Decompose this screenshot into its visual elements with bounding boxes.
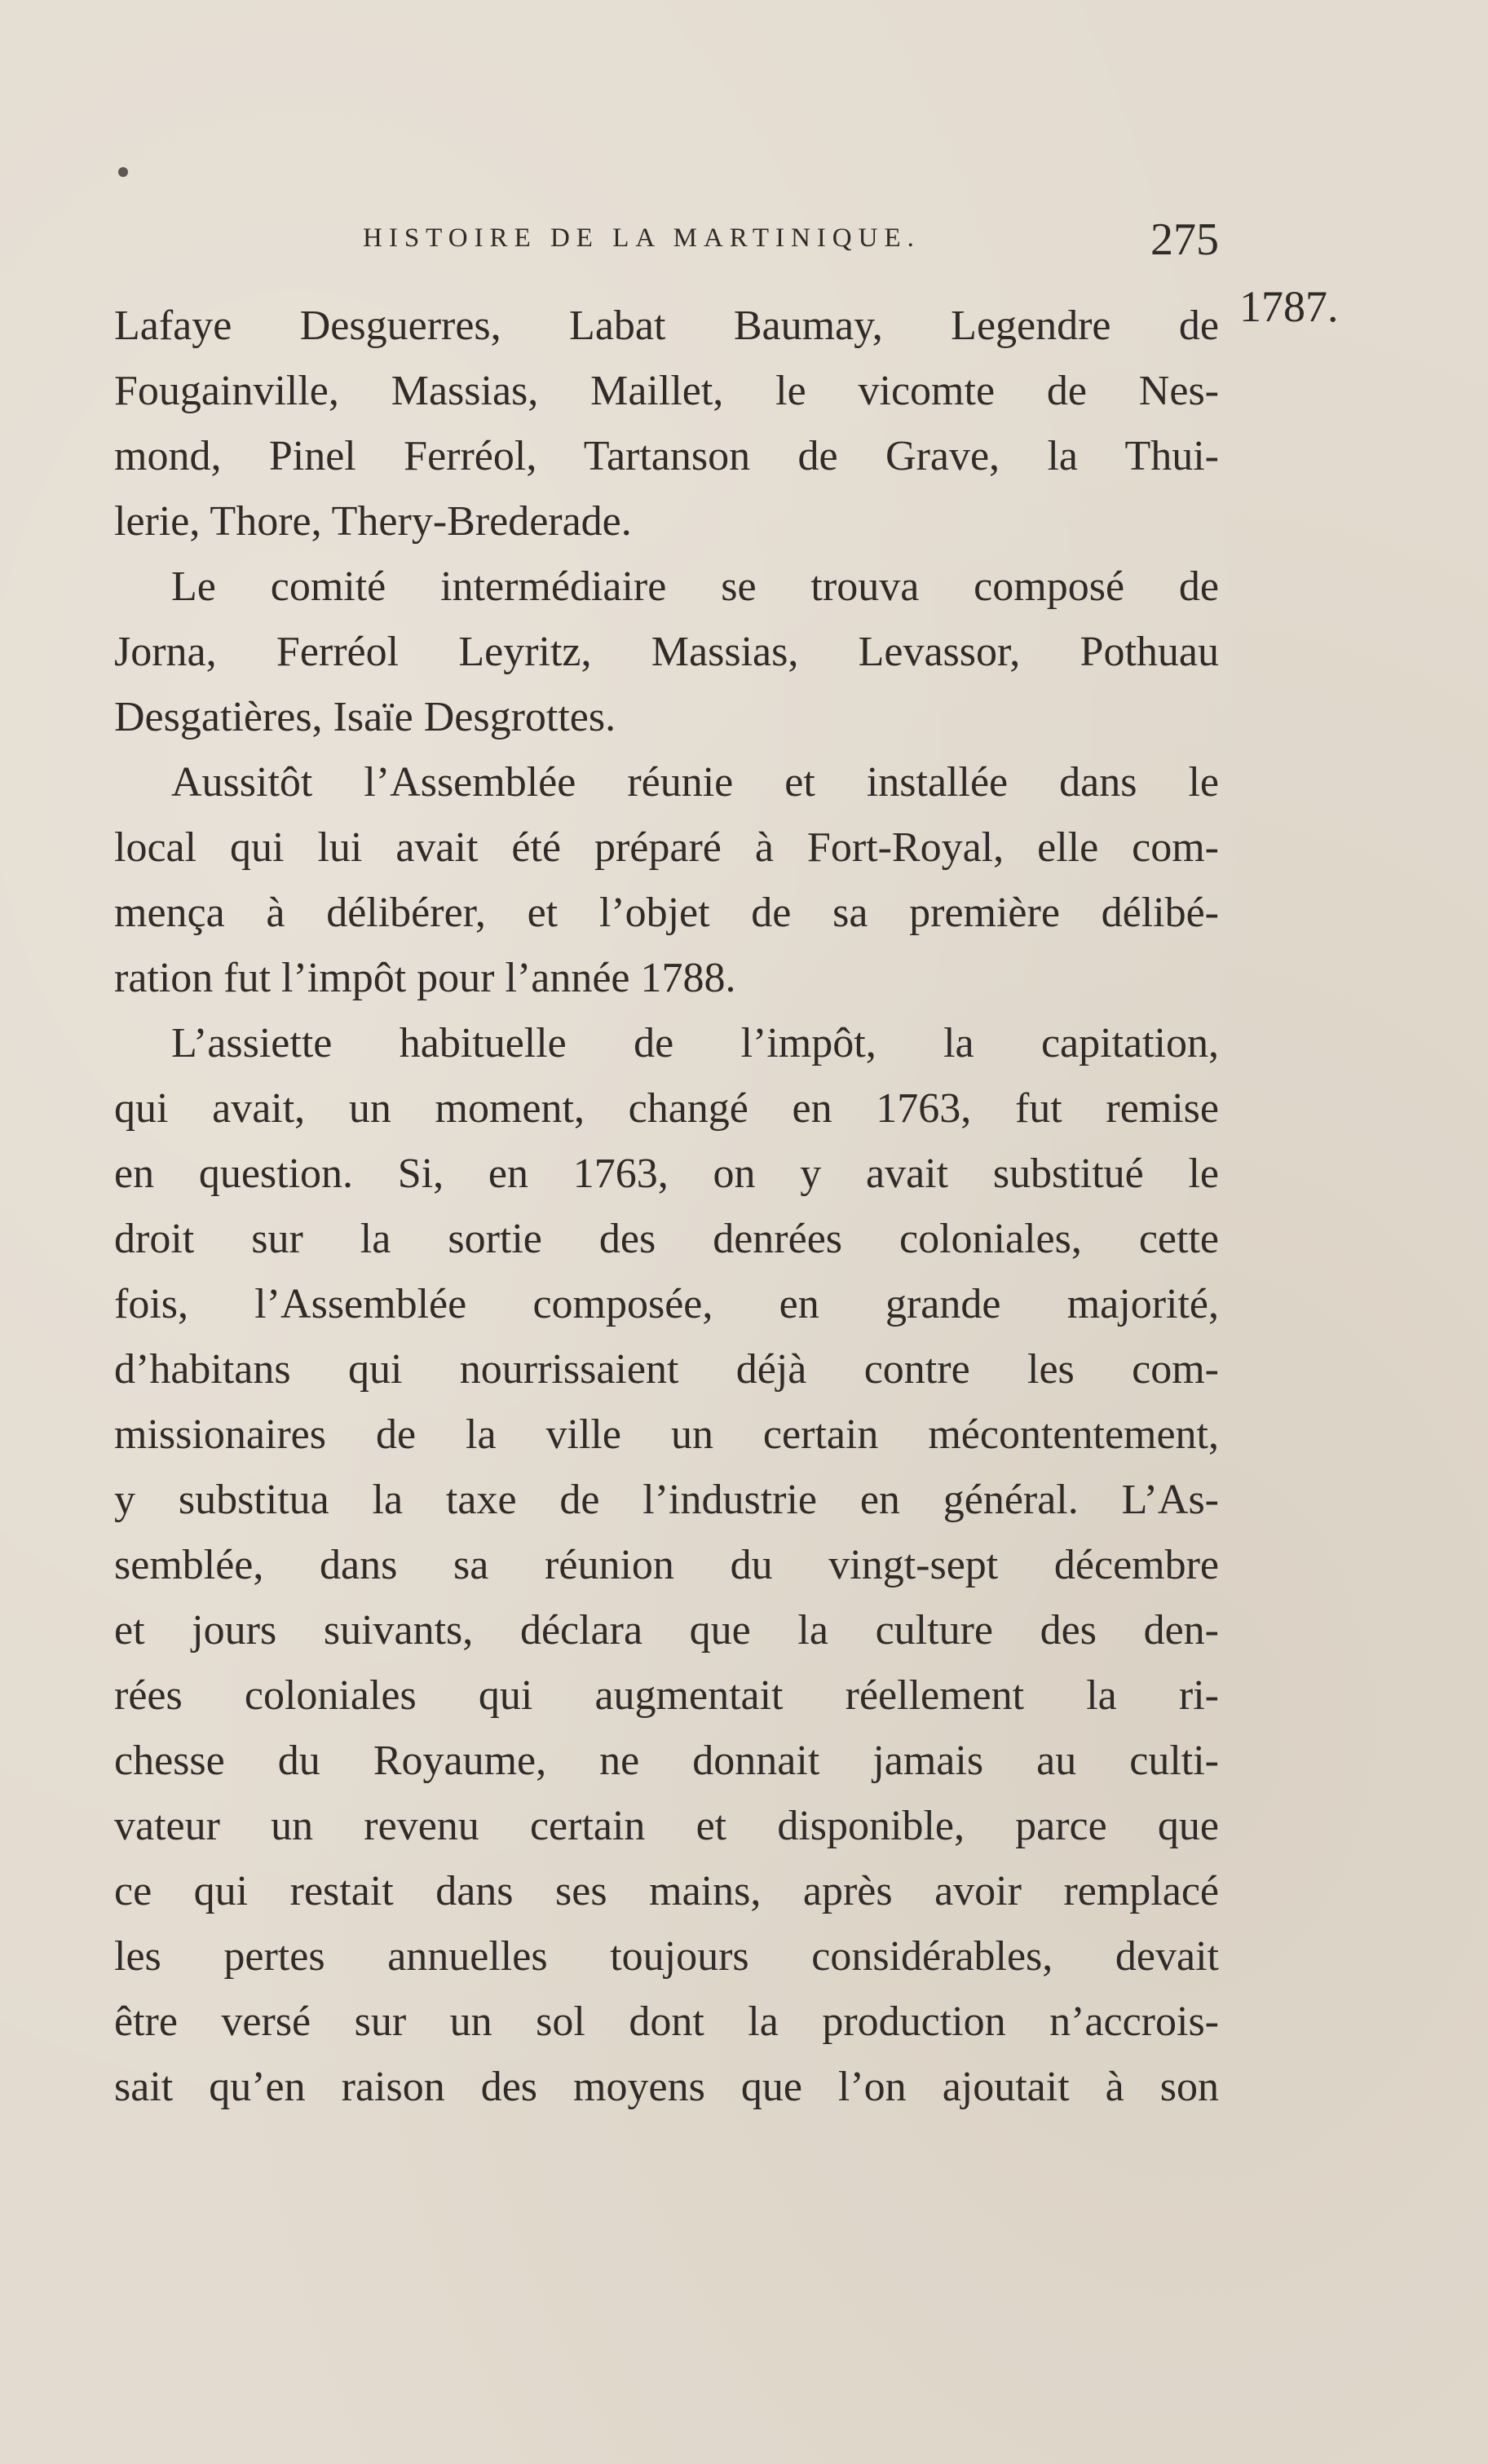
text-line: et jours suivants, déclara que la culture des den- xyxy=(114,1607,1219,1654)
text-line: L’assiette habituelle de l’impôt, la capitation, xyxy=(171,1020,1219,1066)
text-line: Le comité intermédiaire se trouva composé de xyxy=(171,563,1219,610)
ink-spot xyxy=(118,167,128,177)
text-line: mond, Pinel Ferréol, Tartanson de Grave, la Thui- xyxy=(114,433,1219,479)
text-line: vateur un revenu certain et disponible, parce que xyxy=(114,1803,1219,1849)
text-line: droit sur la sortie des denrées coloniales, cette xyxy=(114,1216,1219,1262)
text-line: ce qui restait dans ses mains, après avoir remplacé xyxy=(114,1868,1219,1914)
body-text xyxy=(114,294,1219,2120)
text-line: semblée, dans sa réunion du vingt-sept décembre xyxy=(114,1542,1219,1588)
text-line: sait qu’en raison des moyens que l’on ajoutait à son xyxy=(114,2064,1219,2110)
text-line: Lafaye Desguerres, Labat Baumay, Legendre de xyxy=(114,302,1219,349)
text-line: Desgatières, Isaïe Desgrottes. xyxy=(114,694,616,740)
text-line: en question. Si, en 1763, on y avait substitué le xyxy=(114,1150,1219,1197)
text-line: mença à délibérer, et l’objet de sa première délibé- xyxy=(114,890,1219,936)
text-line: Aussitôt l’Assemblée réunie et installée dans le xyxy=(171,759,1219,806)
text-line: local qui lui avait été préparé à Fort-Royal, elle com- xyxy=(114,824,1219,871)
text-line: chesse du Royaume, ne donnait jamais au culti- xyxy=(114,1738,1219,1784)
text-line: missionaires de la ville un certain mécontentement, xyxy=(114,1411,1219,1458)
text-line: qui avait, un moment, changé en 1763, fut remise xyxy=(114,1085,1219,1132)
text-line: ration fut l’impôt pour l’année 1788. xyxy=(114,955,736,1001)
text-line: y substitua la taxe de l’industrie en général. L’As- xyxy=(114,1477,1219,1523)
text-line: fois, l’Assemblée composée, en grande majorité, xyxy=(114,1281,1219,1327)
text-line: rées coloniales qui augmentait réellement la ri- xyxy=(114,1672,1219,1719)
text-line: d’habitans qui nourrissaient déjà contre les com- xyxy=(114,1346,1219,1393)
page-header xyxy=(363,214,1219,263)
text-line: Fougainville, Massias, Maillet, le vicomte de Nes- xyxy=(114,368,1219,414)
text-line: les pertes annuelles toujours considérables, devait xyxy=(114,1933,1219,1980)
margin-year-note: 1787. xyxy=(1239,282,1339,331)
text-line: lerie, Thore, Thery-Brederade. xyxy=(114,498,632,545)
page-number: 275 xyxy=(1150,214,1219,265)
text-line: être versé sur un sol dont la production n’accrois- xyxy=(114,1998,1219,2045)
running-title: HISTOIRE DE LA MARTINIQUE. xyxy=(363,223,921,253)
text-line: Jorna, Ferréol Leyritz, Massias, Levassor, Pothuau xyxy=(114,629,1219,675)
